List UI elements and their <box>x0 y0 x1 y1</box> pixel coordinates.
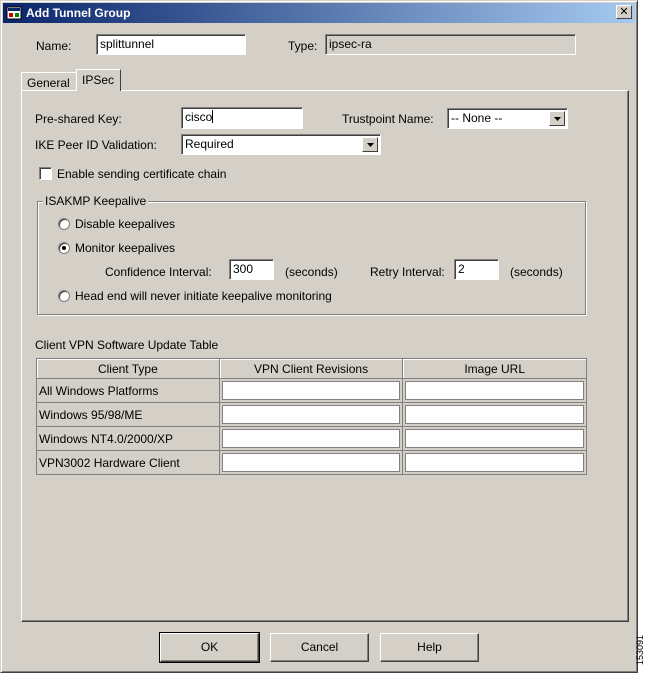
column-header-vpn-client-revisions[interactable]: VPN Client Revisions <box>219 359 403 379</box>
image-url-input[interactable] <box>405 405 584 424</box>
isakmp-keepalive-title: ISAKMP Keepalive <box>45 194 147 208</box>
text-cursor <box>212 110 213 123</box>
retry-interval-field[interactable]: 2 <box>454 259 499 280</box>
tab-general[interactable]: General <box>21 72 77 91</box>
disable-keepalives-radio[interactable] <box>58 218 70 230</box>
image-url-cell[interactable] <box>403 427 587 451</box>
name-label: Name: <box>36 39 72 53</box>
name-field[interactable]: splittunnel <box>96 34 246 55</box>
confidence-unit: (seconds) <box>285 265 338 279</box>
revisions-cell[interactable] <box>219 427 403 451</box>
table-row <box>37 379 587 403</box>
update-table-title: Client VPN Software Update Table <box>35 338 219 352</box>
trustpoint-dropdown-button[interactable] <box>549 111 565 126</box>
app-icon <box>6 5 22 21</box>
revisions-cell[interactable] <box>219 379 403 403</box>
monitor-keepalives-label: Monitor keepalives <box>75 241 176 255</box>
image-url-cell[interactable] <box>403 379 587 403</box>
type-label: Type: <box>288 39 318 53</box>
revisions-input[interactable] <box>222 381 401 400</box>
ike-peer-id-select[interactable] <box>181 134 381 155</box>
help-button[interactable]: Help <box>380 633 479 662</box>
type-field: ipsec-ra <box>325 34 576 55</box>
figure-id <box>635 629 651 673</box>
confidence-interval-label: Confidence Interval: <box>105 265 212 279</box>
image-url-input[interactable] <box>405 429 584 448</box>
client-type-cell: Windows 95/98/ME <box>37 403 220 427</box>
trustpoint-label: Trustpoint Name: <box>342 112 434 126</box>
image-url-input[interactable] <box>405 381 584 400</box>
image-url-cell[interactable] <box>403 403 587 427</box>
column-header-image-url[interactable]: Image URL <box>403 359 587 379</box>
ok-button[interactable]: OK <box>160 633 259 662</box>
cert-chain-checkbox[interactable] <box>39 167 52 180</box>
chevron-down-icon <box>554 117 561 121</box>
radio-selected-dot <box>62 246 66 250</box>
window-title: Add Tunnel Group <box>26 6 131 20</box>
disable-keepalives-label: Disable keepalives <box>75 217 176 231</box>
psk-label: Pre-shared Key: <box>35 112 122 126</box>
revisions-cell[interactable] <box>219 451 403 475</box>
ike-label: IKE Peer ID Validation: <box>35 138 157 152</box>
ike-value: Required <box>185 137 234 151</box>
revisions-cell[interactable] <box>219 403 403 427</box>
client-update-table <box>36 358 587 475</box>
cancel-button[interactable]: Cancel <box>270 633 369 662</box>
retry-interval-label: Retry Interval: <box>370 265 445 279</box>
revisions-input[interactable] <box>222 405 401 424</box>
tab-ipsec[interactable]: IPSec <box>76 69 121 91</box>
client-type-cell: All Windows Platforms <box>37 379 220 403</box>
ike-dropdown-button[interactable] <box>362 137 378 152</box>
table-row <box>37 403 587 427</box>
image-url-input[interactable] <box>405 453 584 472</box>
revisions-input[interactable] <box>222 429 401 448</box>
client-type-cell: Windows NT4.0/2000/XP <box>37 427 220 451</box>
trustpoint-value: -- None -- <box>451 111 503 125</box>
column-header-client-type[interactable]: Client Type <box>37 359 220 379</box>
table-row <box>37 451 587 475</box>
figure-id-text: 153091 <box>635 634 646 666</box>
client-type-cell: VPN3002 Hardware Client <box>37 451 220 475</box>
retry-unit: (seconds) <box>510 265 563 279</box>
trustpoint-select[interactable] <box>447 108 568 129</box>
image-url-cell[interactable] <box>403 451 587 475</box>
confidence-interval-field[interactable]: 300 <box>229 259 274 280</box>
psk-value: cisco <box>185 110 213 124</box>
title-bar[interactable] <box>3 3 635 23</box>
monitor-keepalives-radio[interactable] <box>58 242 70 254</box>
headend-never-label: Head end will never initiate keepalive monitoring <box>75 289 332 303</box>
close-button[interactable] <box>616 5 632 19</box>
close-icon: ✕ <box>619 5 629 18</box>
headend-never-radio[interactable] <box>58 290 70 302</box>
cert-chain-label: Enable sending certificate chain <box>57 167 227 181</box>
psk-field[interactable] <box>181 107 303 129</box>
revisions-input[interactable] <box>222 453 401 472</box>
table-row <box>37 427 587 451</box>
chevron-down-icon <box>367 143 374 147</box>
